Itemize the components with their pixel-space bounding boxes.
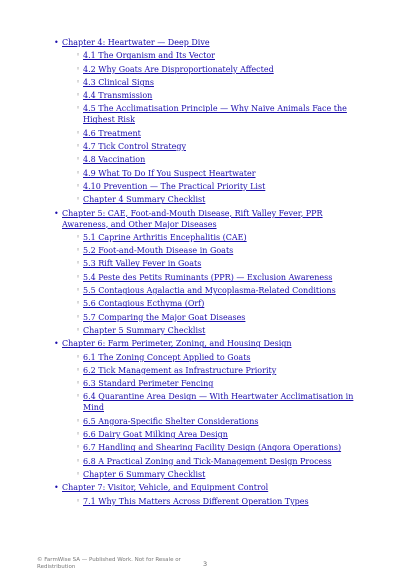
circle-bullet-icon: ◦ [76, 299, 81, 308]
toc-section-item [76, 391, 364, 413]
circle-bullet-icon: ◦ [76, 496, 81, 505]
toc-section-item [76, 285, 364, 296]
toc-chapter-item [54, 482, 364, 506]
toc-chapter-item [54, 208, 364, 336]
bullet-icon: • [54, 483, 59, 493]
toc-section-item [76, 245, 364, 256]
circle-bullet-icon: ◦ [76, 232, 81, 241]
section-link[interactable]: 4.9 What To Do If You Suspect Heartwater [83, 168, 256, 178]
section-link[interactable]: 5.2 Foot-and-Mouth Disease in Goats [83, 246, 234, 256]
section-link[interactable]: 4.10 Prevention — The Practical Priority List [83, 181, 266, 191]
circle-bullet-icon: ◦ [76, 469, 81, 478]
section-link[interactable]: Chapter 4 Summary Checklist [83, 195, 206, 205]
chapter-link[interactable]: Chapter 7: Visitor, Vehicle, and Equipment Control [62, 483, 269, 493]
section-link[interactable]: 4.1 The Organism and Its Vector [83, 51, 215, 61]
chapter-link[interactable]: Chapter 5: CAE, Foot-and-Mouth Disease, Rift Valley Fever, PPR Awareness, and Other Major Diseases [62, 208, 323, 229]
circle-bullet-icon: ◦ [76, 365, 81, 374]
section-link[interactable]: 4.5 The Acclimatisation Principle — Why Naive Animals Face the Highest Risk [83, 104, 347, 125]
toc-section-item [76, 64, 364, 75]
toc-section-item [76, 154, 364, 165]
section-link[interactable]: Chapter 6 Summary Checklist [83, 469, 206, 479]
section-list [62, 352, 364, 480]
bullet-icon: • [54, 339, 59, 349]
section-link[interactable]: 6.3 Standard Perimeter Fencing [83, 379, 214, 389]
circle-bullet-icon: ◦ [76, 379, 81, 388]
chapter-link[interactable]: Chapter 4: Heartwater — Deep Dive [62, 38, 210, 47]
section-link[interactable]: 6.1 The Zoning Concept Applied to Goats [83, 352, 251, 362]
section-link[interactable]: 4.2 Why Goats Are Disproportionately Affected [83, 64, 274, 74]
circle-bullet-icon: ◦ [76, 128, 81, 137]
toc-section-item [76, 77, 364, 88]
circle-bullet-icon: ◦ [76, 430, 81, 439]
circle-bullet-icon: ◦ [76, 325, 81, 334]
circle-bullet-icon: ◦ [76, 286, 81, 295]
toc-section-item [76, 128, 364, 139]
toc-section-item [76, 298, 364, 309]
toc-section-item [76, 194, 364, 205]
toc-section-item [76, 496, 364, 507]
section-link[interactable]: 5.1 Caprine Arthritis Encephalitis (CAE) [83, 232, 247, 242]
section-link[interactable]: 4.8 Vaccination [83, 155, 146, 165]
section-link[interactable]: 5.4 Peste des Petits Ruminants (PPR) — Exclusion Awareness [83, 272, 333, 282]
toc-section-item [76, 168, 364, 179]
bullet-icon: • [54, 208, 59, 218]
circle-bullet-icon: ◦ [76, 64, 81, 73]
circle-bullet-icon: ◦ [76, 272, 81, 281]
toc-section-item [76, 325, 364, 336]
circle-bullet-icon: ◦ [76, 416, 81, 425]
toc-section-item [76, 456, 364, 467]
section-link[interactable]: 7.1 Why This Matters Across Different Operation Types [83, 496, 309, 506]
chapter-link[interactable]: Chapter 6: Farm Perimeter, Zoning, and Housing Design [62, 339, 292, 349]
section-link[interactable]: 4.4 Transmission [83, 91, 153, 101]
circle-bullet-icon: ◦ [76, 456, 81, 465]
toc-section-item [76, 90, 364, 101]
section-list [62, 232, 364, 336]
toc-section-item [76, 352, 364, 363]
section-link[interactable]: 6.2 Tick Management as Infrastructure Priority [83, 365, 277, 375]
circle-bullet-icon: ◦ [76, 352, 81, 361]
toc-chapter-item [54, 37, 364, 205]
section-list [62, 50, 364, 205]
toc-section-item [76, 429, 364, 440]
copyright-footer: © FarmWise SA — Published Work. Not for Resale or Redistribution [37, 557, 181, 570]
section-link[interactable]: 4.3 Clinical Signs [83, 77, 154, 87]
section-link[interactable]: 6.5 Angora-Specific Shelter Considerations [83, 416, 259, 426]
toc-section-item [76, 181, 364, 192]
circle-bullet-icon: ◦ [76, 155, 81, 164]
section-link[interactable]: 6.6 Dairy Goat Milking Area Design [83, 430, 228, 440]
circle-bullet-icon: ◦ [76, 246, 81, 255]
toc-section-item [76, 365, 364, 376]
section-link[interactable]: 4.7 Tick Control Strategy [83, 142, 186, 152]
toc-section-item [76, 442, 364, 453]
toc-section-item [76, 258, 364, 269]
toc-section-item [76, 50, 364, 61]
toc-section-item [76, 141, 364, 152]
toc-section-item [76, 232, 364, 243]
toc-section-item [76, 378, 364, 389]
bullet-icon: • [54, 38, 59, 47]
circle-bullet-icon: ◦ [76, 77, 81, 86]
section-link[interactable]: 5.6 Contagious Ecthyma (Orf) [83, 299, 205, 309]
circle-bullet-icon: ◦ [76, 195, 81, 204]
toc-chapter-item [54, 338, 364, 480]
section-link[interactable]: 5.3 Rift Valley Fever in Goats [83, 259, 202, 269]
circle-bullet-icon: ◦ [76, 142, 81, 151]
toc-section-item [76, 469, 364, 480]
toc-section-item [76, 103, 364, 125]
circle-bullet-icon: ◦ [76, 104, 81, 113]
circle-bullet-icon: ◦ [76, 443, 81, 452]
circle-bullet-icon: ◦ [76, 91, 81, 100]
section-link[interactable]: 6.8 A Practical Zoning and Tick-Management Design Process [83, 456, 332, 466]
toc-section-item [76, 272, 364, 283]
circle-bullet-icon: ◦ [76, 259, 81, 268]
toc-section-item [76, 312, 364, 323]
circle-bullet-icon: ◦ [76, 51, 81, 60]
section-link[interactable]: 5.5 Contagious Agalactia and Mycoplasma-Related Conditions [83, 286, 336, 296]
page-number: 3 [203, 560, 208, 568]
circle-bullet-icon: ◦ [76, 168, 81, 177]
section-list [62, 496, 364, 507]
circle-bullet-icon: ◦ [76, 181, 81, 190]
circle-bullet-icon: ◦ [76, 312, 81, 321]
section-link[interactable]: 5.7 Comparing the Major Goat Diseases [83, 312, 246, 322]
section-link[interactable]: 4.6 Treatment [83, 128, 141, 138]
table-of-contents [54, 37, 364, 509]
circle-bullet-icon: ◦ [76, 392, 81, 401]
toc-section-item [76, 416, 364, 427]
section-link[interactable]: 6.7 Handling and Shearing Facility Design (Angora Operations) [83, 443, 342, 453]
section-link[interactable]: 6.4 Quarantine Area Design — With Heartwater Acclimatisation in Mind [83, 392, 354, 413]
section-link[interactable]: Chapter 5 Summary Checklist [83, 325, 206, 335]
